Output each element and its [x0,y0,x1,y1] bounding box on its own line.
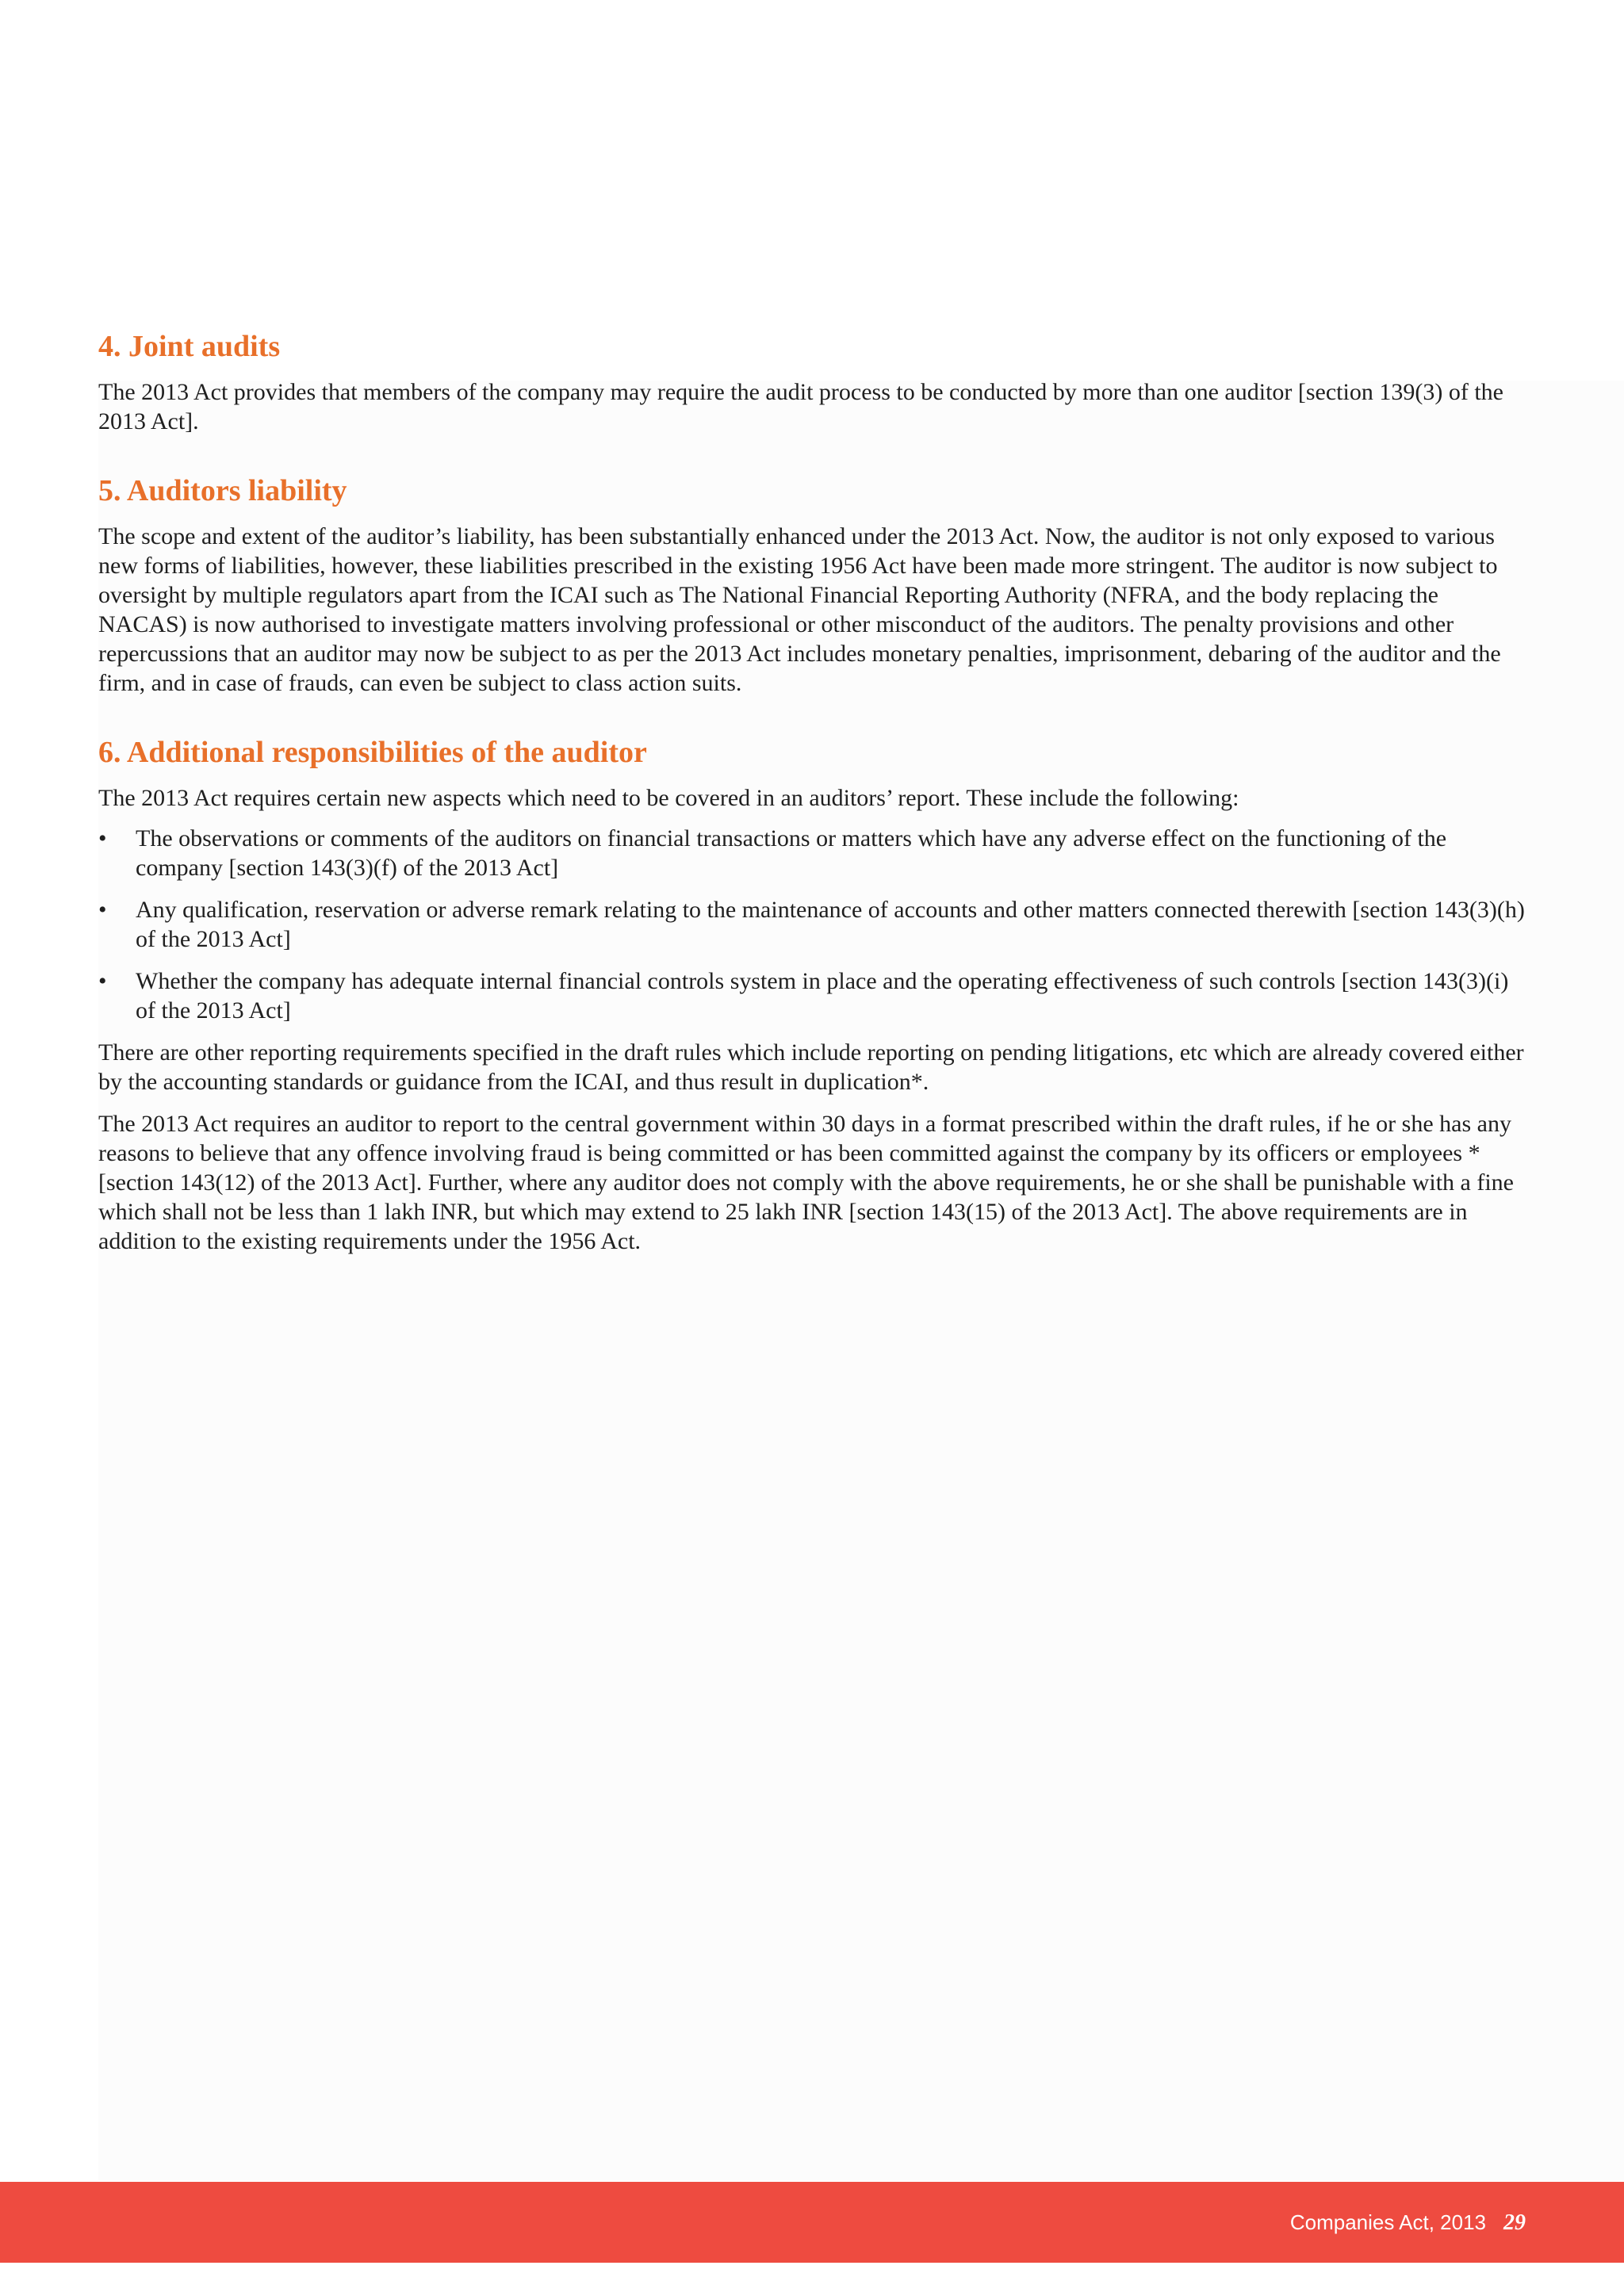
bullet-icon: • [98,825,107,851]
section-auditors-liability [98,471,1526,698]
footer-bar [0,2182,1624,2263]
section-heading: 6. Additional responsibilities of the auditor [98,736,647,769]
list-item-text: Whether the company has adequate internal financial controls system in place and the operating effectiveness of such controls [section 143(3)(i) of the 2013 Act] [136,968,1509,1024]
section-joint-audits [98,327,1526,436]
document-body [98,327,1526,1291]
section-heading: 5. Auditors liability [98,474,347,507]
list-item [98,895,1526,954]
bullet-icon: • [98,968,107,994]
list-item [98,966,1526,1025]
footer-title: Companies Act, 2013 [1289,2210,1486,2234]
section-additional-responsibilities [98,733,1526,1256]
paragraph: The 2013 Act provides that members of the company may require the audit process to be conducted by more than one auditor [section 139(3) of the 2013 Act]. [98,379,1503,434]
section-heading: 4. Joint audits [98,330,281,363]
intro-paragraph: The 2013 Act requires certain new aspects which need to be covered in an auditors’ report. These include the following: [98,785,1239,811]
list-item-text: The observations or comments of the auditors on financial transactions or matters which have any adverse effect on the functioning of the company [section 143(3)(f) of the 2013 Act] [136,825,1447,881]
page-number: 29 [1503,2210,1526,2235]
list-item-text: Any qualification, reservation or adverse remark relating to the maintenance of accounts and other matters connected therewith [section 143(3)(h) of the 2013 Act] [136,897,1525,952]
footer-label [1290,2209,1526,2237]
bullet-icon: • [98,897,107,923]
bullet-list [98,824,1526,1025]
paragraph: The scope and extent of the auditor’s liability, has been substantially enhanced under the 2013 Act. Now, the auditor is not only exposed to various new forms of liabilities, however, these liabilities prescribed in the existing 1956 Act have been made more stringent. The auditor is now subject to oversight by multiple regulators apart from the ICAI such as The National Financial Reporting Authority (NFRA, and the body replacing the NACAS) is now authorised to investigate matters involving professional or other misconduct of the auditors. The penalty provisions and other repercussions that an auditor may now be subject to as per the 2013 Act includes monetary penalties, imprisonment, debaring of the auditor and the firm, and in case of frauds, can even be subject to class action suits. [98,523,1501,696]
list-item [98,824,1526,882]
paragraph: There are other reporting requirements specified in the draft rules which include reporting on pending litigations, etc which are already covered either by the accounting standards or guidance from the ICAI, and thus result in duplication*. [98,1039,1524,1095]
paragraph: The 2013 Act requires an auditor to report to the central government within 30 days in a format prescribed within the draft rules, if he or she has any reasons to believe that any offence involving fraud is being committed or has been committed against the company by its officers or employees * [section 143(12) of the 2013 Act]. Further, where any auditor does not comply with the above requirements, he or she shall be punishable with a fine which shall not be less than 1 lakh INR, but which may extend to 25 lakh INR [section 143(15) of the 2013 Act]. The above requirements are in addition to the existing requirements under the 1956 Act. [98,1111,1514,1254]
